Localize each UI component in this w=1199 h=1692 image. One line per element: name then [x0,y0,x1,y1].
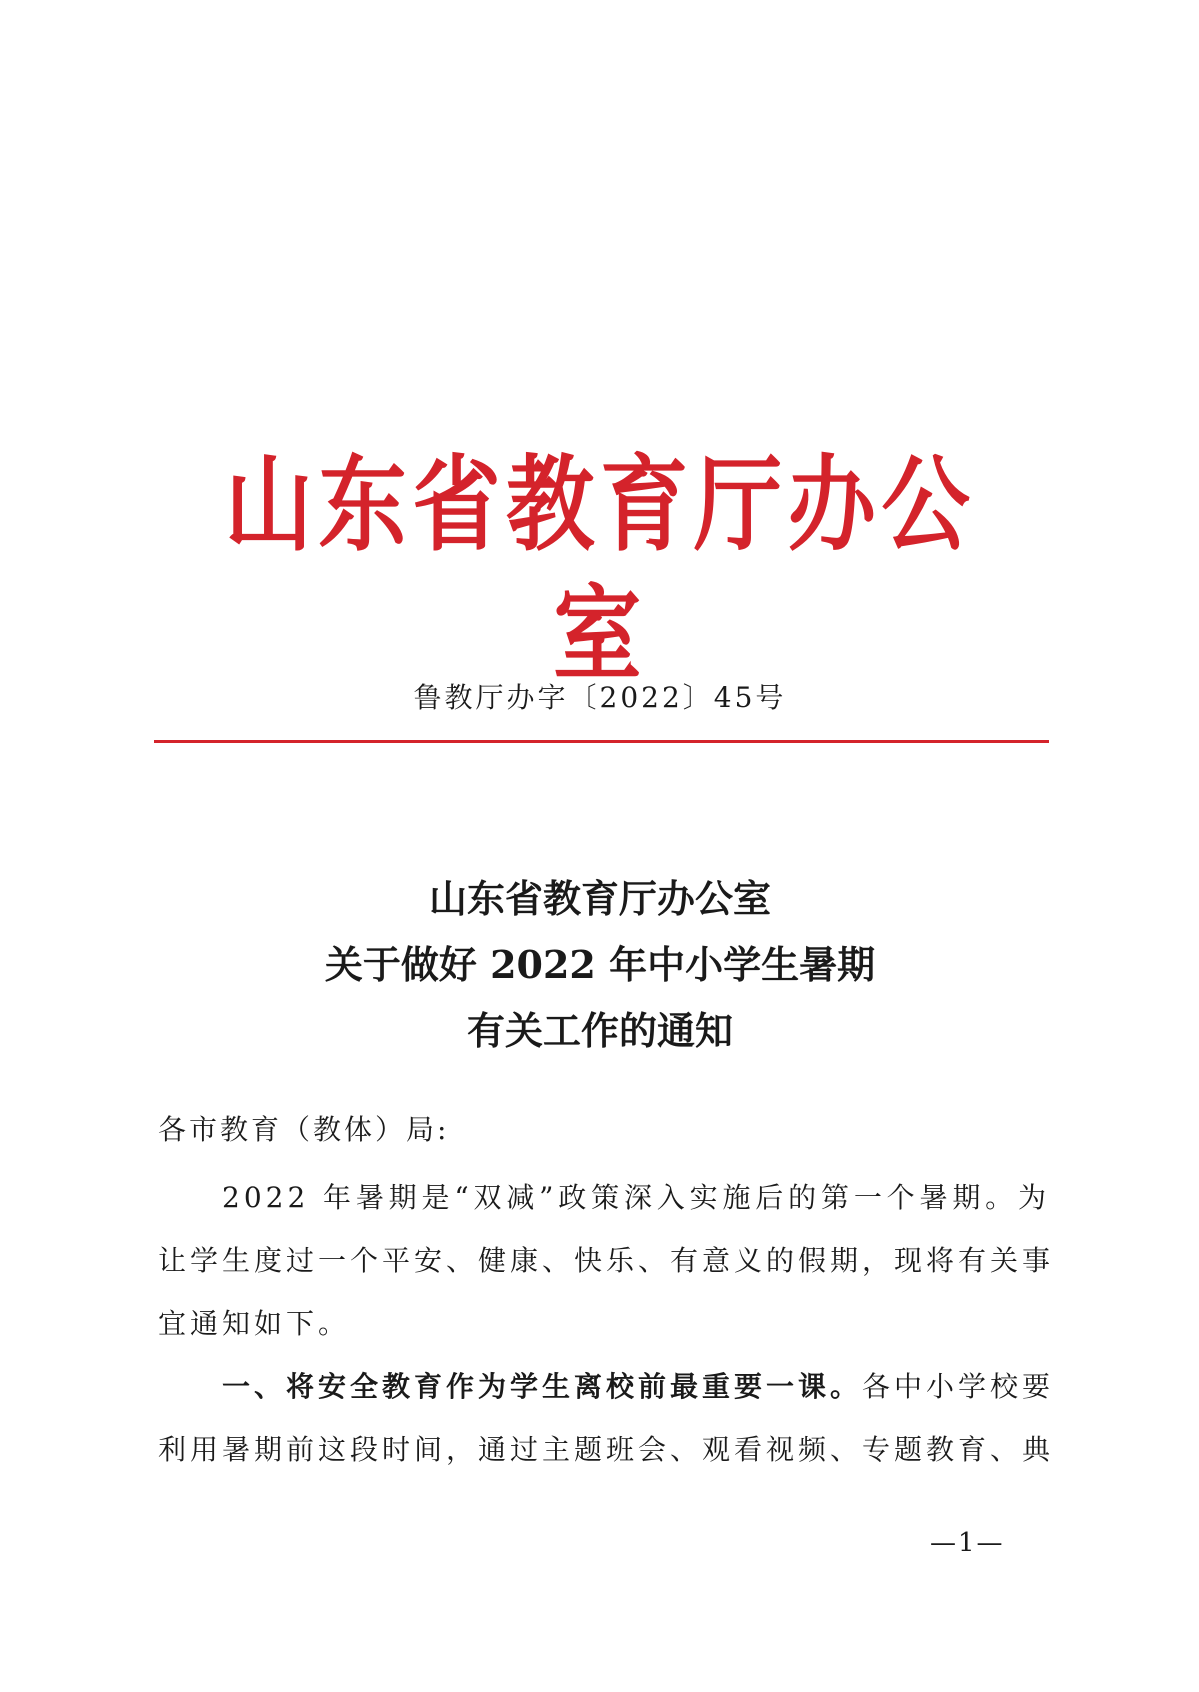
issuer-name: 山东省教育厅办公室 [224,444,976,695]
document-title [150,866,1050,1064]
paragraph-section-1 [158,1355,1055,1481]
paragraph-line: 利用暑期前这段时间，通过主题班会、观看视频、专题教育、典 [158,1433,1055,1466]
document-number: 鲁教厅办字〔2022〕45号 [413,681,787,714]
paragraph-line: 让学生度过一个平安、健康、快乐、有意义的假期，现将有关事 [158,1244,1055,1277]
title-line-2: 关于做好 2022 年中小学生暑期 [324,942,876,987]
salutation: 各市教育（教体）局: [158,1113,450,1146]
paragraph-intro [158,1166,1055,1355]
title-line-3: 有关工作的通知 [466,1008,733,1053]
red-divider-line [154,740,1049,743]
paragraph-text: 各中小学校要 [862,1370,1055,1403]
paragraph-line: 2022 年暑期是“双减”政策深入实施后的第一个暑期。为 [222,1181,1050,1214]
title-line-1: 山东省教育厅办公室 [428,876,771,921]
section-heading: 一、将安全教育作为学生离校前最重要一课。 [222,1370,863,1403]
page-number: —1— [930,1528,1005,1558]
paragraph-line [158,1355,1055,1418]
paragraph-line: 宜通知如下。 [158,1307,351,1340]
